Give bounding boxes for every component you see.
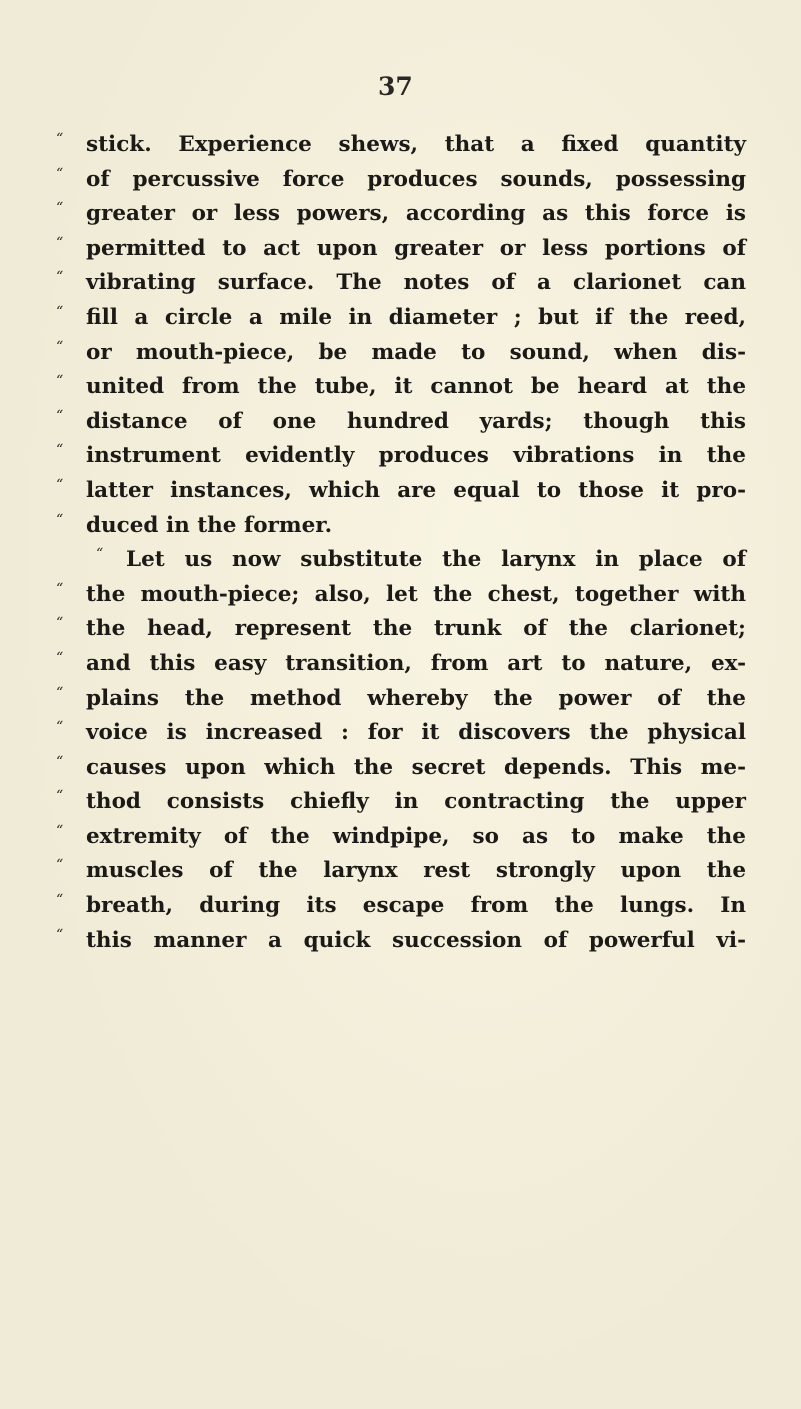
- quote-mark: “: [56, 373, 64, 390]
- quote-mark: “: [56, 719, 64, 736]
- quote-mark: “: [56, 234, 64, 251]
- quote-mark: “: [56, 165, 64, 182]
- quote-mark: “: [56, 303, 64, 320]
- text-line: [56, 854, 746, 889]
- text-line: [56, 751, 746, 786]
- quote-mark: “: [56, 511, 64, 528]
- quote-mark: “: [56, 338, 64, 355]
- text-line: [56, 370, 746, 405]
- quote-mark: “: [56, 822, 64, 839]
- text-line: [56, 336, 746, 371]
- line-text: the mouth-piece; also, let the chest, together with: [86, 581, 746, 607]
- text-line: [56, 889, 746, 924]
- text-line: [56, 405, 746, 440]
- quote-mark: “: [56, 442, 64, 459]
- line-text: or mouth-piece, be made to sound, when dis-: [86, 339, 746, 365]
- line-text: instrument evidently produces vibrations in the: [86, 443, 746, 469]
- text-line: [56, 509, 746, 544]
- line-text: latter instances, which are equal to those it pro-: [86, 477, 746, 503]
- text-line: [56, 474, 746, 509]
- quote-mark: “: [56, 269, 64, 286]
- line-text: greater or less powers, according as this force is: [86, 201, 746, 227]
- line-text: thod consists chiefly in contracting the upper: [86, 789, 746, 815]
- line-text: stick. Experience shews, that a fixed quantity: [86, 132, 746, 157]
- line-text: causes upon which the secret depends. This me-: [86, 754, 746, 780]
- text-line: [56, 578, 746, 613]
- text-line: [56, 197, 746, 232]
- line-text: Let us now substitute the larynx in place of: [126, 547, 746, 573]
- line-text: and this easy transition, from art to nature, ex-: [86, 650, 746, 676]
- line-text: united from the tube, it cannot be heard at the: [86, 374, 746, 400]
- text-line: [56, 612, 746, 647]
- quote-mark: “: [96, 546, 104, 563]
- quote-mark: “: [56, 857, 64, 874]
- text-line: [56, 924, 746, 959]
- text-line: [56, 716, 746, 751]
- quote-mark: “: [56, 788, 64, 805]
- line-text: permitted to act upon greater or less portions of: [86, 235, 746, 261]
- line-text: vibrating surface. The notes of a clarionet can: [86, 270, 746, 296]
- body-text: [56, 128, 746, 958]
- quote-mark: “: [56, 580, 64, 597]
- quote-mark: “: [56, 407, 64, 424]
- quote-mark: “: [56, 131, 64, 147]
- quote-mark: “: [56, 926, 64, 943]
- page-number: 37: [378, 72, 413, 101]
- text-line: [56, 128, 746, 163]
- text-line: [56, 232, 746, 267]
- quote-mark: “: [56, 649, 64, 666]
- quote-mark: “: [56, 684, 64, 701]
- quote-mark: “: [56, 615, 64, 632]
- line-text: this manner a quick succession of powerful vi-: [86, 927, 746, 953]
- quote-mark: “: [56, 753, 64, 770]
- quote-mark: “: [56, 200, 64, 217]
- text-line: [56, 682, 746, 717]
- text-line: [56, 820, 746, 855]
- text-line: [56, 163, 746, 198]
- line-text: duced in the former.: [86, 512, 333, 538]
- line-text: plains the method whereby the power of the: [86, 685, 746, 711]
- line-text: distance of one hundred yards; though this: [86, 408, 746, 434]
- text-line: [56, 301, 746, 336]
- line-text: fill a circle a mile in diameter ; but if the reed,: [86, 304, 746, 330]
- quote-mark: “: [56, 476, 64, 493]
- text-line: [56, 543, 746, 578]
- line-text: breath, during its escape from the lungs. In: [86, 893, 746, 919]
- line-text: extremity of the windpipe, so as to make the: [86, 823, 746, 849]
- line-text: of percussive force produces sounds, possessing: [86, 166, 746, 192]
- text-line: [56, 785, 746, 820]
- text-line: [56, 266, 746, 301]
- line-text: muscles of the larynx rest strongly upon the: [86, 858, 746, 884]
- line-text: voice is increased : for it discovers the physical: [86, 720, 746, 746]
- text-line: [56, 439, 746, 474]
- quote-mark: “: [56, 892, 64, 909]
- text-line: [56, 647, 746, 682]
- line-text: the head, represent the trunk of the clarionet;: [86, 616, 746, 642]
